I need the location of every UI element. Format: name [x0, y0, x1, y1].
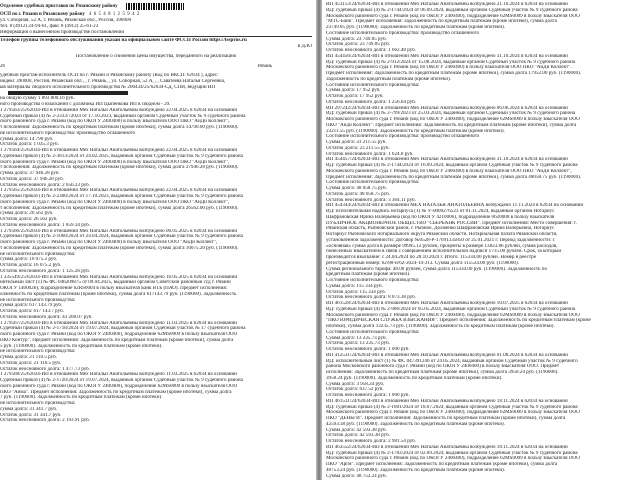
left-body-line: сумма долга: 14 790 руб.	[0, 136, 54, 142]
left-body-line: 7 руб. (1190000). Задолженность по кредитным платежам (кроме ипотеки).	[0, 395, 163, 401]
left-body-line: Остаток долга: 37 946.28 руб.	[0, 176, 64, 182]
right-body-line: ПКО "Аргм". Предмет исполнения: Задолженность по кредитным платежам (кроме ипотеки), сумма долга	[326, 462, 558, 467]
right-body-line: Сумма долга: 17 952 руб.	[326, 88, 381, 94]
right-body-line: Задолженность по кредитным платежам (кроме ипотеки).	[326, 76, 451, 82]
right-body-line: Остаток неосновного долга: 1 624.8 руб.	[326, 151, 414, 157]
left-body-line: нительный лист (1) № ФС 046209875 от 09.04.2025, выданный органом Советский районный суд г. Рязани	[0, 280, 231, 286]
barcode	[126, 3, 184, 10]
left-body-line: ского районного суда г. Рязани (код по ОКОГУ 2400400) в пользу взыскателя ООО ПКО "АйДи Коллект",	[0, 159, 230, 165]
left-body-line: ие исполнительного производства:	[0, 401, 76, 407]
left-body-line: ыв материалы сводного исполнительного производства № 200434/25/62034-СД, СПИ, ведущий ИП	[0, 84, 216, 90]
right-body-line: Сумма долга: 115 334 руб.	[326, 283, 383, 289]
right-body-line: ИП 461528/24/62034-ИП в отношении Мех Натальи Анатольевны возбуждено 10.07.2025 в 62034 на основании	[326, 301, 568, 306]
right-body-line: ИД: судебный приказ (4) № 2-906/2024 от 05.05.2024, выданный органом Судебный участок № 9 судебного района	[326, 306, 576, 312]
right-body-line: Состояние исполнительного производства:	[326, 329, 420, 335]
left-body	[0, 73, 312, 424]
left-body-line: Остаток долга: 1 035.3 руб.	[0, 142, 59, 148]
left-body-line: ие исполнительного производства:	[0, 251, 76, 257]
left-body-line: Судебный приказ (4) № 2-3813/2024 от 24.02.2025, выданный органом Судебный участок № 9 судебного района	[0, 153, 243, 159]
left-body-line: Остаток долга: 26 562 руб.	[0, 217, 58, 223]
right-body-line: ИД: судебный приказ (4) № 2-799/2023 от 25.03.2024, выданный органом Судебный участок № 9 судебного района	[326, 111, 576, 117]
left-body-line: Судебный приказ (4) № 2-1060/2024 от 24.04.2024, выданный органом Судебный участок № 9 судебного района	[0, 234, 243, 240]
left-body-line: Остаток неосновного долга: 2 656.23 руб.	[0, 182, 91, 188]
right-body-line: ИД: исполнительная надпись нотариуса (1) № У-0000276523 от 01.11.2024, выданный органом Нотариус	[326, 209, 555, 214]
header-row-2	[0, 10, 312, 18]
right-body-line: Сумма долга: 3 958.24 руб.	[326, 381, 385, 387]
document-title: Постановление о снижении цены имущества, переданного на реализацию	[75, 53, 237, 59]
right-body-line: Сумма долга: 42 593.38 руб.	[326, 427, 387, 433]
document-page-right	[322, 0, 640, 480]
left-body-line: т исполнения: Задолженность по кредитным платежам (кроме ипотеки), сумма долга 14790.00 руб. (1190000).	[0, 125, 239, 131]
document-page-left	[0, 0, 316, 480]
right-body-line: ИП 454344/24/62034-ИП в отношении МЕХ НАТАЛЬЯ АНАТОЛЬЕВНА возбуждено 11.11.2024 в 62034 на основании	[326, 203, 584, 209]
right-body-line: Остаток неосновного долга: 1 000 руб.	[326, 393, 410, 398]
right-body-line: Состояние исполнительного производства:	[326, 180, 420, 186]
right-body-line: Остаток долга: 23 211.55 руб.	[326, 145, 390, 151]
right-body-line: Московского районного суда г. Рязани (код по ОКОГУ 2400400) в пользу взыскателя ООО ПКО "АйДи Коллект",	[326, 168, 572, 174]
right-body-line: Московского районного суда г. Рязани (код по ОКОГУ 2400400) в пользу взыскателя ООО ПКО "АйДи Коллект".	[326, 65, 572, 71]
left-body-line: Остаток долга: 617 143.7 руб.	[0, 309, 64, 315]
right-body-line: Остаток неосновного долга: 8 073.38 руб.	[326, 295, 417, 301]
right-body-line: Остаток неосновного долга: 3 364.11 руб.	[326, 197, 416, 203]
right-body-line: Сумма долга: 48 058.75 руб.	[326, 186, 387, 191]
barcode-digits: 4 6 5 4 8 1 2 5 9 4 2	[88, 11, 140, 17]
left-body-line: удебный пристав-исполнитель ОСП по г. Рязани и Рязанскому району (Код по ВКСП: 62034 ), адрес:	[0, 73, 219, 79]
left-body-line: т исполнения: Задолженность по кредитным платежам (кроме ипотеки), сумма долга 26562.00 руб. (1190000).	[0, 205, 239, 211]
right-body-line: ИД: судебный приказ (4) № 2-912/2024 от 15.08.2024, выданный органом Судебный участок № 9 судебного района	[326, 59, 576, 65]
right-body-line: Состояние исполнительного производства:	[326, 278, 420, 283]
right-body-line: Сумма долга: 23 211.55 руб.	[326, 140, 387, 145]
left-body-line: ОКОГУ 1400026), подразделение 62RS0004 в пользу взыскателя Банк ВТБ (ПАО). Предмет исполнения:	[0, 286, 228, 292]
right-body-line: «основная» сумма долга в размере 99995.12 рублей, проценты в размере 13823.86 рублей, сумма расходов,	[326, 243, 558, 249]
right-body-line: ИП 461531/24/62034-ИП в отношении Мех Натальи Анатольевны возбуждено 18.11.2024 в 62034 на основании	[326, 398, 568, 404]
right-body-line: регистрационный номер: 62/80-н/62-2024-14-313. Сумма долга 115534.00 руб. (1190000).	[326, 260, 519, 266]
right-body-line: Состояние исполнительного производства: производство оглашенного	[326, 30, 480, 36]
org-street: ул. Соборная, 52 А, г. Рязань, Рязанская обл., Россия, 390000	[0, 18, 132, 23]
website-line: Телефон группы телефонного обслуживания указан на официальном сайте ФССП России https://fssprus.ru	[0, 38, 247, 44]
right-body-line: 23749.85 руб. (1190000). Задолженность по кредитным платежам (кроме ипотеки).	[326, 25, 506, 30]
right-body-line: понесённых взыскателем в связи с совершением исполнительной надписи 1715.00 рублей. Срок, за который	[326, 249, 562, 255]
right-body-line: ИП 453153/24/62034-ИП в отношении Мех Натальи Анатольевны возбуждено 21.10.2024 в 62034 на основании	[326, 2, 568, 7]
right-body-line: Нотариус Рыбновского нотариального округа Рязанской области. Нотариальная палата Рязанской области,	[326, 232, 558, 237]
right-body-line: ИП 454457/24/62034-ИП в отношении Мех Натальи Анатольевны возбуждено 31.10.2024 в 62034 на основании	[326, 157, 568, 163]
dlo-mark: в ДЛО	[297, 44, 312, 49]
document-date: 26	[0, 63, 6, 69]
right-body-line: Сумма долга: 13 235.73 руб.	[326, 335, 387, 341]
right-body-line: 3958.24 руб. (1190000). Задолженность по кредитным платежам (кроме ипотеки).	[326, 375, 503, 381]
right-body-line: ИД: исполнительный лист (1) № ФС 047391246 от 24.05.2024, выданный органом Судебный участок № 9 судебного	[326, 358, 578, 364]
left-body-line: 1 279563/25/62034-ИП в отношении Мех Натальи Анатольевны возбуждено 22.04.2025 в 62034 на основании	[0, 107, 238, 113]
left-body-line: сумма долга: 16 075.2 руб.	[0, 257, 58, 263]
right-body-line: "МТС-Банк". Предмет исполнения: Задолженность по кредитным платежам (кроме ипотеки), сумма долга	[326, 19, 557, 25]
right-body-line: Московского районного суда г. Рязани (код по ОКОГУ 2400400), подразделение 62MS0009 в пользу взыскателя ООО	[326, 410, 580, 416]
left-body-line: Остаток долга: 21 110.5 руб.	[0, 360, 62, 366]
left-body-line: индекс 390000, Россия, Рязанская обл., , г. Рязань, , ул. Соборная, 52 А, , , Саватеева Наталья Сергеевна,	[0, 79, 226, 84]
right-body-line: Предмет исполнения: Задолженность по кредитным платежам (кроме ипотеки), сумма долга 48058.75 руб. (1190000).	[326, 174, 582, 180]
right-body-line: Остаток долга: 23 749.85 руб.	[326, 42, 390, 48]
right-body-line: Остаток долга: 115 334 руб.	[326, 289, 386, 295]
left-body-line: сумма долга: 26 562 руб.	[0, 211, 54, 217]
right-body-line: 23211.55 руб. (1190000). Задолженность по кредитным платежам (кроме ипотеки).	[326, 128, 505, 134]
right-body-line: ИД: судебный приказ (4) № 2-1744/2024 от 16.09.2024, выданный органом Судебный участок № 9 судебного района	[326, 163, 578, 168]
left-body-line: ного производства о взыскании с должника ИП Цыпенкова ИП в сводном - 29.	[0, 102, 171, 108]
left-body-line: 1 279567/25/62034-ИП в отношении Мех Натальи Анатольевны возбуждено 11.03.2025 в 62034 на основании	[0, 320, 237, 326]
left-body-line: на общую сумму 1 893 800.16 руб.	[0, 96, 75, 102]
right-body-line: Остаток неосновного долга: 2 981.54 руб.	[326, 439, 417, 444]
right-body-line: установленной задолженности: Договор №0528-Р-17691335850 от 25.01.2021 г. Период задолженности: с	[326, 237, 555, 243]
left-body-line: Судебный приказ (4) № 2-2300/2024 от 17.10.2023, выданный органом Судебный участок № 9 судебного района	[0, 194, 243, 200]
right-body-line: Сумма регионального тарифа: 48.00 рублей, сумма долга 115334.00 руб. (1190000). Задолженность по	[326, 266, 548, 272]
right-body-line: Остаток неосновного долга: 1 000 руб.	[326, 347, 410, 352]
right-body-line: Московского районного суда г. Рязани (код по ОКОГУ 2400400), подразделение 62MS0009 в пользу взыскателя ООО	[326, 312, 580, 318]
document-city: Рязань	[257, 63, 272, 69]
left-body-line: ПКО "Айма". Предмет исполнения: Задолженность по кредитным платежам (кроме ипотеки), сумма долга	[0, 389, 232, 395]
org-subname: ОСП по г. Рязани и Рязанскому району	[0, 11, 85, 17]
right-body-line: Остаток долга: 48 058.75 руб.	[326, 191, 390, 197]
left-body-line: 1 279566/25/62034-ИП в отношении Мех Натальи Анатольевны возбуждено 06.05.2025 в 62034 на основании	[0, 228, 238, 234]
left-body-line: сумма долга: 37 946.28 руб.	[0, 171, 60, 177]
right-body-line: Состояние исполнительного производства:	[326, 82, 420, 88]
header-rule	[0, 36, 312, 37]
right-body-line: Московского районного суда г. Рязани (код по ОКОГУ 2400400), подразделение 62MS0009 в пользу взыскателя ООО	[326, 456, 580, 462]
right-body-line: Рязанская область, Рыбновский район, г. Рыбное, Долженко Шафрановская Ирина Валерьевна, Нотариус	[326, 226, 555, 232]
left-body-line: 1 279564/25/62034-ИП в отношении Мех Натальи Анатольевны возбуждено 22.04.2025 в 62034 на основании	[0, 148, 238, 154]
right-body-line: Шафрановская Ирина Валерьевна (код по ОКОГУ 4210006), подразделение 0620008 в пользу взыскателя	[326, 214, 555, 220]
left-body-line: Остаток неосновного долга: 43 200.07 руб.	[0, 314, 93, 320]
left-body-line: ие исполнительного производства:	[0, 297, 76, 303]
right-body-line: "ПКО ЮРИДИЧЕСКАЯ СЛУЖБА ВЗЫСКАНИЯ". Предмет исполнения: Задолженность по кредитным платежам (кроме	[326, 318, 591, 324]
right-body-line: ПКО "ДЕНЬГИ". Предмет исполнения: Задолженность по кредитным платежам (кроме ипотеки), сумма долга	[326, 416, 566, 421]
left-body-line: сумма долга: 21 110.5 руб.	[0, 355, 58, 361]
left-body-line: ие исполнительного производства:	[0, 349, 76, 355]
right-body-line: ПКО "Айди Коллект". Предмет исполнения: Задолженность по кредитным платежам (кроме ипотеки), сумма долга	[326, 122, 577, 128]
right-body-line: Остаток долга: 42 593.38 руб.	[326, 433, 390, 439]
left-body-line: Остаток неосновного долга: 1 125.26 руб.	[0, 268, 91, 274]
left-body-line: Остаток долга: 31 341.7 руб.	[0, 412, 62, 418]
right-body-line: ИД: судебный приказ (4) № 2-1681/2024 от 18.07.2024, выданный органом Судебный участок № 9 судебного района	[326, 404, 578, 410]
left-body-line: Остаток долга: 16 075.2 руб.	[0, 263, 62, 269]
right-body-line: Остаток неосновного долга: 1 256.64 руб.	[326, 99, 417, 105]
right-body-line: ПУБЛИЧНОЕ АКЦИОНЕРНОЕ ОБЩЕСТВО "СБЕРБАНК РОССИИ". Предмет исполнения: Место совершения: г.	[326, 220, 577, 226]
right-body-line: Состояние исполнительного производства: производство оглашенного	[326, 134, 480, 140]
left-body-line: сумма долга: 617 143.79 руб.	[0, 303, 63, 309]
left-body-line: 1 279568/25/62034-ИП в отношении Мех Натальи Анатольевны возбуждено 11.03.2025 в 62034 на основании	[0, 372, 237, 378]
left-body-line: ского районного суда г. Рязани (код по ОКОГУ 2400400) в пользу взыскателя ООО ПКО "АйДи Коллект",	[0, 199, 230, 205]
right-body-line: исполнения: Задолженность по кредитным платежам (кроме ипотеки), сумма долга 3958.24 руб. (1190000).	[326, 370, 559, 375]
left-body-line: т исполнения: Задолженность по кредитным платежам (кроме ипотеки), сумма долга 16075.20 руб. (1190000).	[0, 245, 239, 251]
right-body-line: Остаток долга: 13 235.73 руб.	[326, 341, 390, 347]
org-name: Отделение судебных приставов по Рязанскому району	[0, 3, 118, 9]
left-body-line: Судебный приказ (4) № 2-1720/2024 от 19.07.2024, выданный органом Судебный участок № 9 судебного района	[0, 378, 243, 384]
org-phone: тел. 8 (4912) 24-94-61, факс 8 (4912) 25-61-23	[0, 23, 99, 29]
left-body-line: ского районного суда г. Рязани (код по ОКОГУ 2400400) в пользу взыскателя ООО "АйДи Коллект",	[0, 240, 218, 246]
right-body-line: Сумма долга: 48 753.24 руб.	[326, 473, 387, 479]
left-body-line: олженность по кредитным платежам (кроме ипотеки), сумма долга 617143.79 руб. (1190000). Задолженность	[0, 291, 237, 297]
left-body-line: т исполнения: Задолженность по кредитным платежам (кроме ипотеки), сумма долга 37946.28 руб. (1190000).	[0, 165, 239, 171]
left-body-line: Остаток неосновного долга: 1 477.73 руб.	[0, 366, 91, 372]
right-body-line: Остаток долга: 637.52 руб.	[326, 387, 384, 393]
right-body-line: ИП 412531/24/62034-ИП в отношении Мех Натальи Анатольевны возбуждено 01.08.2024 в 62034 на основании	[326, 352, 568, 358]
right-body-line: 48753.24 руб. (1190000). Задолженность по кредитным платежам (кроме ипотеки).	[326, 467, 506, 473]
right-body-line: Московского районного суда г. Рязани (код по ОКОГУ 2400400), подразделение 62MS0009 в пользу взыскателя ООО	[326, 13, 580, 19]
left-body-line: Судебный приказ (4) № 2-1718/2024 от 19.07.2024, выданный органом Судебный участок № 17 судебного района	[0, 326, 246, 332]
right-body-line: кредитным платежам (кроме ипотеки).	[326, 272, 411, 278]
left-body-line: ие исполнительного производства: производство оглашенного	[0, 130, 136, 136]
right-body-line: производится взыскание: с 24.04.2024 по 28.10.2024 г. Итого: 115334.00 рублей. Номер в реестре	[326, 255, 536, 260]
left-body-line: 1 279565/25/62034-ИП в отношении Мех Натальи Анатольевны возбуждено 22.04.2025 в 62034 на основании	[0, 188, 238, 194]
right-body-line: Остаток долга: 17 952 руб.	[326, 94, 384, 99]
right-body-line: ИП 463552/24/62034-ИП в отношении Мех Натальи Анатольевны возбуждено 18.11.2024 в 62034 на основании	[326, 444, 568, 450]
right-body-line: ИД: судебный приказ (4) № 2-1783/2024 от 02.09.2024, выданный органом Судебный участок № 9 судебного района	[326, 450, 578, 456]
right-body-line: Сумма долга: 23 749.85 руб.	[326, 36, 387, 42]
right-body-line: 42593.38 руб. (1190000). Задолженность по кредитным платежам (кроме ипотеки).	[326, 421, 506, 427]
left-body-line: Остаток неосновного долга: 2 193.91 руб.	[0, 418, 91, 424]
left-body-line: ПКО Контур". Предмет исполнения: Задолженность по кредитным платежам (кроме ипотеки), сумма долга	[0, 337, 234, 343]
header-row	[0, 2, 312, 10]
right-body-line: Остаток неосновного долга: 1 662.48 руб.	[326, 48, 417, 53]
left-body-line: Судебный приказ (4) № 2-2333/72024 от 17.10.2023, выданный органом Судебный участок № 9 судебного района	[0, 113, 246, 119]
right-body-line: ИП 454456/24/62034-ИП в отношении Мех Натальи Анатольевны возбуждено 31.10.2024 в 62034 на основании	[326, 53, 568, 59]
right-body-line: Предмет исполнения: Задолженность по кредитным платежам (кроме ипотеки), сумма долга 17952.00 руб. (1190000).	[326, 71, 582, 76]
redacted-block	[8, 91, 128, 95]
right-body-line: Московского районного суда г. Рязани (код по ОКОГУ 2400400), подразделение 62MS0009 в пользу взыскателя ООО	[326, 117, 580, 122]
left-body-line: ского районного суда г. Рязани (код по ОКОГУ 2400400), подразделение 62MS0009 в пользу взыскателя ООО	[0, 332, 238, 338]
left-body-line: ского районного суда г. Рязани (код по ОКОГУ 2400400) в пользу взыскателя ООО ПКО "АйДи Коллект",	[0, 119, 230, 125]
right-body-line: района Московского районного суда г. Рязани (код по ОКОГУ 2400400) в пользу взыскателя ООО. Предмет	[326, 364, 560, 370]
right-body-line: ИД: судебный приказ (4) № 2-1744/2024 от 06.09.2024, выданный органом Судебный участок № 9 судебного района	[326, 7, 578, 13]
left-body-line: сумма долга: 31 341.7 руб.	[0, 406, 58, 412]
left-body-line: Остаток неосновного долга: 1 859.34 руб.	[0, 222, 91, 228]
notice-line: Информация о вынесенном производстве постановлении	[0, 29, 125, 35]
left-body-line: 1 335549/25/62034-ИП в отношении Мех Натальи Анатольевны возбуждено 16.05.2025 в 62034 на основании	[0, 274, 238, 280]
right-body-line: ИП 297242/24/62034-ИП в отношении Мех Натальи Анатольевны возбуждено 06.06.2024 в 62034 на основании	[326, 105, 568, 111]
right-body-line: ипотеки), сумма долга 13235.73 руб. (1190000). Задолженность по кредитным платежам (кроме ипотеки).	[326, 324, 555, 329]
right-body	[326, 2, 638, 479]
left-body-line: 5 руб. (1190000). Задолженность по кредитным платежам (кроме ипотеки).	[0, 343, 163, 349]
left-body-line: ского районного суда г. Рязани (код по ОКОГУ 2400400), подразделение 62MS0009 в пользу взыскателя ООО	[0, 383, 238, 389]
